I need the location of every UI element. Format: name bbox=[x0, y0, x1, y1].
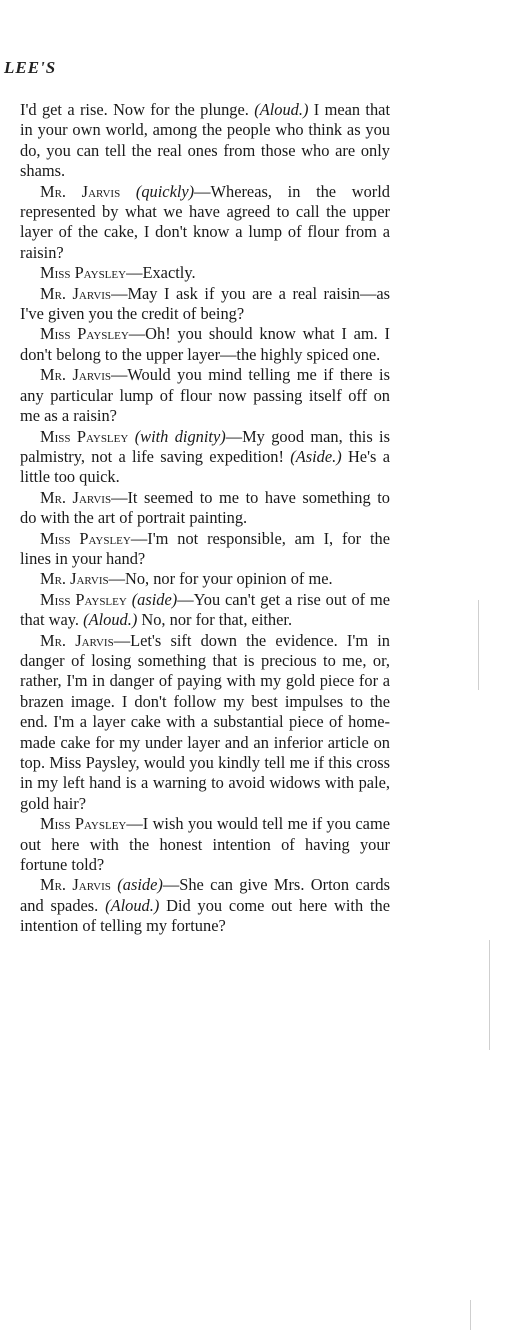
paragraph bbox=[20, 488, 390, 529]
paragraph bbox=[20, 365, 390, 426]
dialogue-text bbox=[120, 182, 136, 201]
speaker-name: Miss Paysley bbox=[40, 263, 127, 283]
running-header: LEE'S bbox=[4, 58, 57, 77]
paragraph bbox=[20, 182, 390, 264]
dialogue-text: He's a little too quick. bbox=[20, 446, 390, 487]
speaker-name: Mr. Jarvis bbox=[40, 630, 114, 650]
dialogue-text: Did you come out here with the intention of telling my fortune? bbox=[20, 895, 390, 936]
paragraph bbox=[20, 631, 390, 815]
stage-direction: (aside) bbox=[117, 875, 163, 895]
dialogue-text: —It seemed to me to have something to do with the art of portrait painting. bbox=[20, 487, 391, 528]
speaker-name: Mr. Jarvis bbox=[40, 365, 111, 385]
speaker-name: Mr. Jarvis bbox=[40, 875, 111, 895]
stage-direction: (with dignity) bbox=[134, 426, 226, 446]
speaker-name: Mr. Jarvis bbox=[40, 181, 121, 201]
speaker-name: Miss Paysley bbox=[40, 324, 129, 344]
dialogue-text: —No, nor for your opinion of me. bbox=[108, 569, 333, 589]
dialogue-text: —Oh! you should know what I am. I don't belong to the upper layer—the highly spiced one. bbox=[20, 324, 390, 364]
dialogue-text: —May I ask if you are a real raisin—as I've given you the credit of being? bbox=[20, 283, 391, 324]
dialogue-text: —Would you mind telling me if there is any particular lump of flour now passing itself off on me as a raisin? bbox=[20, 365, 390, 426]
dialogue-text: —My good man, this is palmistry, not a life saving expedition! bbox=[20, 426, 390, 466]
dialogue-text: —Let's sift down the evidence. I'm in danger of losing something that is precious to me, or, rather, I'm in danger of paying with my gold piece for a brazen image. I don't follow my best impulses to the end. I'm a layer cake with a substantial piece of home-made cake for my under layer and an inferior article on top. Miss Paysley, would you kindly tell me if this cross in my left hand is a warning to avoid widows with pale, gold hair? bbox=[20, 630, 390, 813]
paragraph bbox=[20, 590, 390, 631]
scan-mark bbox=[470, 1300, 471, 1330]
scan-mark bbox=[489, 940, 490, 1050]
dialogue-text: I mean that in your own world, among the people who think as you do, you can tell the real ones from those who are only shams. bbox=[20, 100, 391, 181]
stage-direction: (Aside.) bbox=[290, 446, 342, 466]
paragraph bbox=[20, 324, 390, 365]
speaker-name: Miss Paysley bbox=[40, 528, 131, 548]
paragraph bbox=[20, 814, 390, 875]
speaker-name: Miss Paysley bbox=[40, 426, 129, 446]
dialogue-text: —Whereas, in the world represented by what we have agreed to call the upper layer of the cake, I don't know a lump of flour from a raisin? bbox=[20, 181, 391, 262]
scan-mark bbox=[478, 600, 479, 690]
dialogue-text: —She can give Mrs. Orton cards and spades. bbox=[20, 875, 391, 915]
stage-direction: (quickly) bbox=[135, 181, 195, 201]
speaker-name: Mr. Jarvis bbox=[40, 487, 112, 507]
dialogue-text: —I wish you would tell me if you came out here with the honest intention of having your fortune told? bbox=[20, 814, 390, 875]
body-text bbox=[20, 100, 390, 937]
speaker-name: Miss Paysley bbox=[40, 589, 127, 609]
speaker-name: Miss Paysley bbox=[40, 814, 127, 834]
paragraph bbox=[20, 427, 390, 488]
paragraph bbox=[20, 263, 390, 283]
dialogue-text: —I'm not responsible, am I, for the lines in your hand? bbox=[20, 528, 390, 568]
stage-direction: (aside) bbox=[131, 589, 178, 609]
paragraph bbox=[20, 100, 390, 182]
speaker-name: Mr. Jarvis bbox=[40, 569, 109, 589]
stage-direction: (Aloud.) bbox=[105, 895, 160, 915]
paragraph bbox=[20, 284, 390, 325]
paragraph bbox=[20, 529, 390, 570]
dialogue-text: No, nor for that, either. bbox=[137, 610, 293, 630]
speaker-name: Mr. Jarvis bbox=[40, 283, 112, 303]
dialogue-text: —Exactly. bbox=[126, 263, 196, 283]
paragraph bbox=[20, 875, 390, 936]
paragraph bbox=[20, 569, 390, 589]
stage-direction: (Aloud.) bbox=[83, 610, 138, 630]
dialogue-text: —You can't get a rise out of me that way. bbox=[20, 589, 390, 630]
dialogue-text: I'd get a rise. Now for the plunge. bbox=[20, 100, 255, 119]
stage-direction: (Aloud.) bbox=[254, 100, 309, 119]
